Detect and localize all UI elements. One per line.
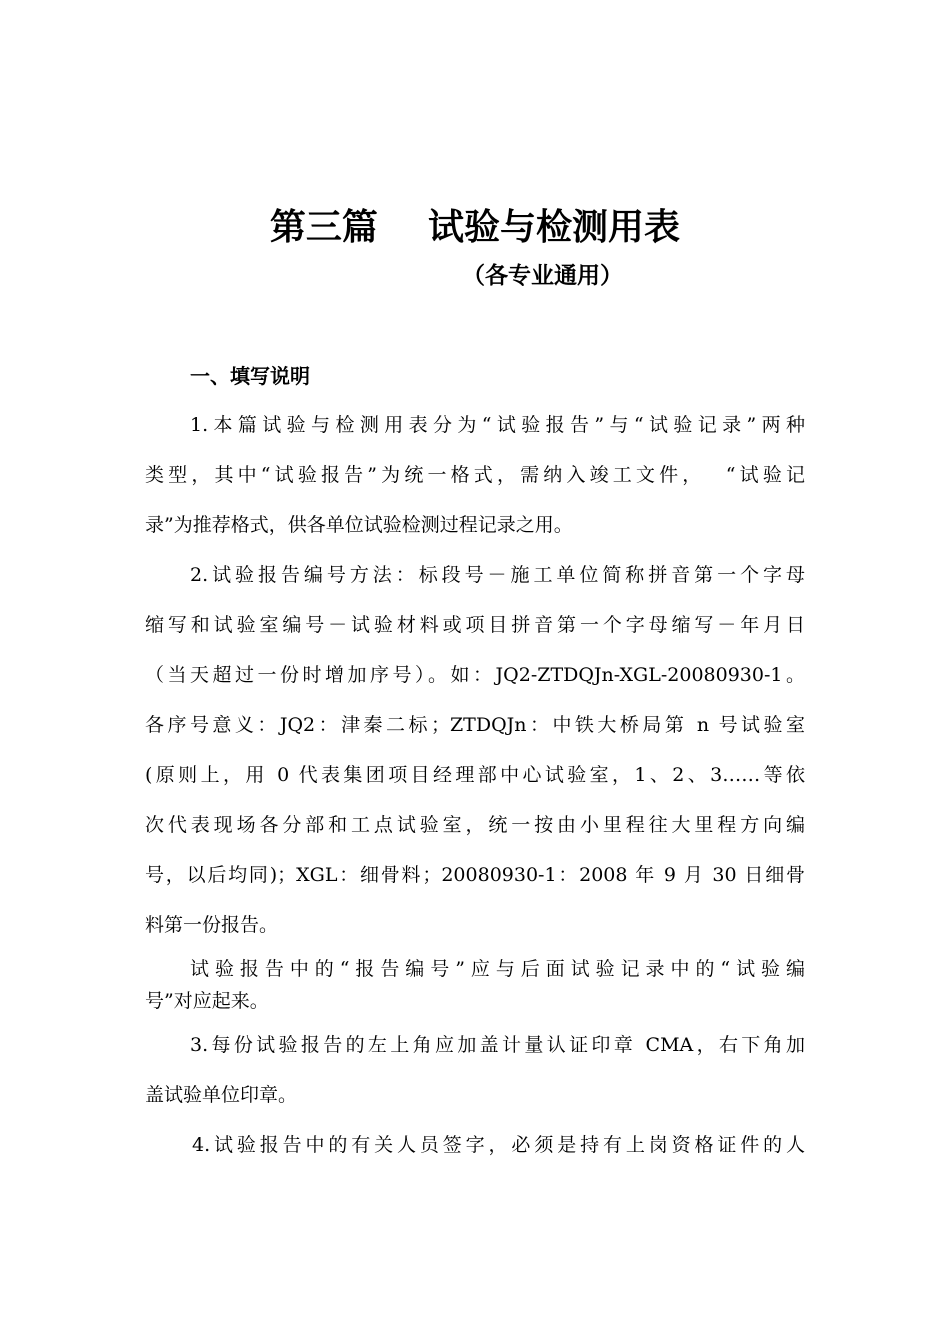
paragraph-line: 号”对应起来。 xyxy=(145,990,269,1012)
page-title: 第三篇 试验与检测用表 xyxy=(269,207,681,248)
paragraph-line: 各序号意义：JQ2：津秦二标；ZTDQJn：中铁大桥局第 n 号试验室 xyxy=(145,714,805,736)
paragraph-line: 盖试验单位印章。 xyxy=(145,1084,298,1106)
paragraph-line: 1.本篇试验与检测用表分为“试验报告”与“试验记录”两种 xyxy=(190,414,805,436)
paragraph-line: 2.试验报告编号方法：标段号－施工单位简称拼音第一个字母 xyxy=(190,564,805,586)
paragraph-line: （当天超过一份时增加序号）。如：JQ2-ZTDQJn-XGL-20080930-1。 xyxy=(145,664,805,686)
page-subtitle: （各专业通用） xyxy=(462,263,623,289)
paragraph-line: 号，以后均同)；XGL：细骨料；20080930-1：2008 年 9 月 30 日细骨 xyxy=(145,864,805,886)
paragraph-line: 料第一份报告。 xyxy=(145,914,279,936)
paragraph-line: 缩写和试验室编号－试验材料或项目拼音第一个字母缩写－年月日 xyxy=(145,614,805,636)
paragraph-line: 次代表现场各分部和工点试验室，统一按由小里程往大里程方向编 xyxy=(145,814,805,836)
paragraph-line: 4.试验报告中的有关人员签字，必须是持有上岗资格证件的人 xyxy=(192,1134,805,1156)
paragraph-line: (原则上，用 0 代表集团项目经理部中心试验室，1、2、3……等依 xyxy=(145,764,805,786)
paragraph-line: 试验报告中的“报告编号”应与后面试验记录中的“试验编 xyxy=(190,958,805,980)
paragraph-line: 录”为推荐格式，供各单位试验检测过程记录之用。 xyxy=(145,514,573,536)
section-heading: 一、填写说明 xyxy=(190,364,310,388)
paragraph-line: 3.每份试验报告的左上角应加盖计量认证印章 CMA，右下角加 xyxy=(190,1034,805,1056)
paragraph-line: 类型，其中“试验报告”为统一格式，需纳入竣工文件， “试验记 xyxy=(145,464,805,486)
